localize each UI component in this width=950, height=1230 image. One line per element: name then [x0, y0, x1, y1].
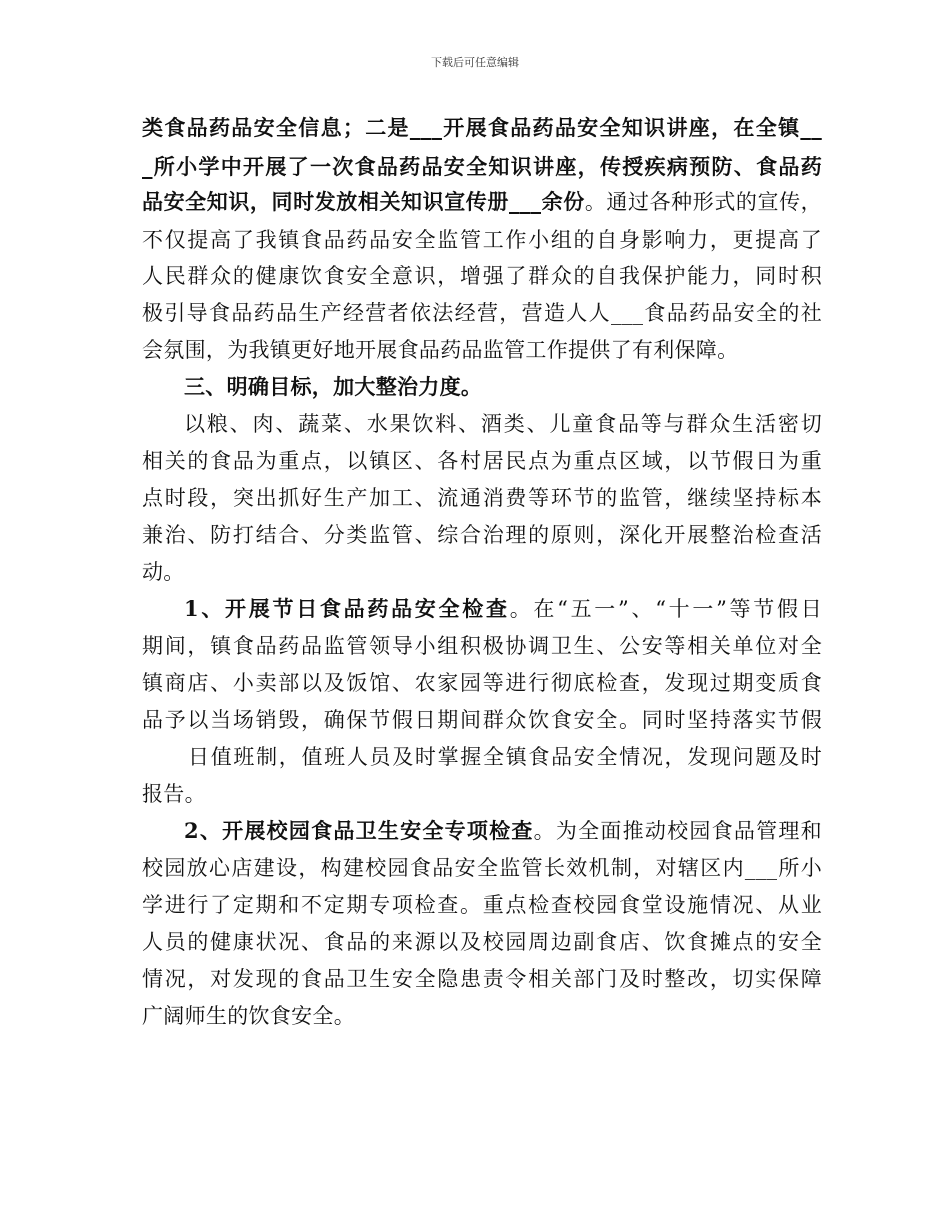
text-line: _所小学中开展了一次食品药品安全知识讲座，传授疾病预防、食品药	[142, 154, 822, 179]
text-line: 兼治、防打结合、分类监管、综合治理的原则，深化开展整治检查活	[142, 523, 822, 547]
section-heading: 三、明确目标，加大整治力度。	[184, 374, 483, 399]
text-line: 品安全知识，同时发放相关知识宣传册___余份。通过各种形式的宣传，	[142, 189, 822, 214]
text-line: 动。	[142, 560, 185, 584]
text-line: 报告。	[142, 782, 206, 806]
text-line: 不仅提高了我镇食品药品安全监管工作小组的自身影响力，更提高了	[142, 228, 822, 252]
text-line: 相关的食品为重点，以镇区、各村居民点为重点区域，以节假日为重	[142, 449, 822, 473]
text-line: 1、开展节日食品药品安全检查。在“五一”、“十一”等节假日	[184, 596, 822, 621]
text-line: 极引导食品药品生产经营者依法经营，营造人人___食品药品安全的社	[142, 301, 822, 325]
text-line: 人员的健康状况、食品的来源以及校园周边副食店、饮食摊点的安全	[142, 930, 822, 954]
page-header-note: 下载后可任意编辑	[431, 56, 519, 69]
text-line: 学进行了定期和不定期专项检查。重点检查校园食堂设施情况、从业	[142, 893, 822, 917]
text-line: 类食品药品安全信息；二是___开展食品药品安全知识讲座，在全镇__	[142, 115, 822, 140]
text-line: 广阔师生的饮食安全。	[142, 1004, 355, 1028]
text-line: 镇商店、小卖部以及饭馆、农家园等进行彻底检查，发现过期变质食	[142, 671, 822, 695]
text-line: 品予以当场销毁，确保节假日期间群众饮食安全。同时坚持落实节假	[142, 708, 822, 732]
text-line: 点时段，突出抓好生产加工、流通消费等环节的监管，继续坚持标本	[142, 486, 822, 510]
text-line: 会氛围，为我镇更好地开展食品药品监管工作提供了有利保障。	[142, 338, 739, 362]
text-line: 2、开展校园食品卫生安全专项检查。为全面推动校园食品管理和	[184, 818, 822, 843]
text-line: 校园放心店建设，构建校园食品安全监管长效机制，对辖区内___所小	[142, 856, 822, 880]
text-line: 期间，镇食品药品监管领导小组积极协调卫生、公安等相关单位对全	[142, 634, 822, 658]
text-line: 日值班制，值班人员及时掌握全镇食品安全情况，发现问题及时	[188, 745, 822, 769]
text-line: 情况，对发现的食品卫生安全隐患责令相关部门及时整改，切实保障	[142, 967, 822, 991]
text-line: 以粮、肉、蔬菜、水果饮料、酒类、儿童食品等与群众生活密切	[184, 412, 822, 436]
text-line: 人民群众的健康饮食安全意识，增强了群众的自我保护能力，同时积	[142, 264, 822, 288]
